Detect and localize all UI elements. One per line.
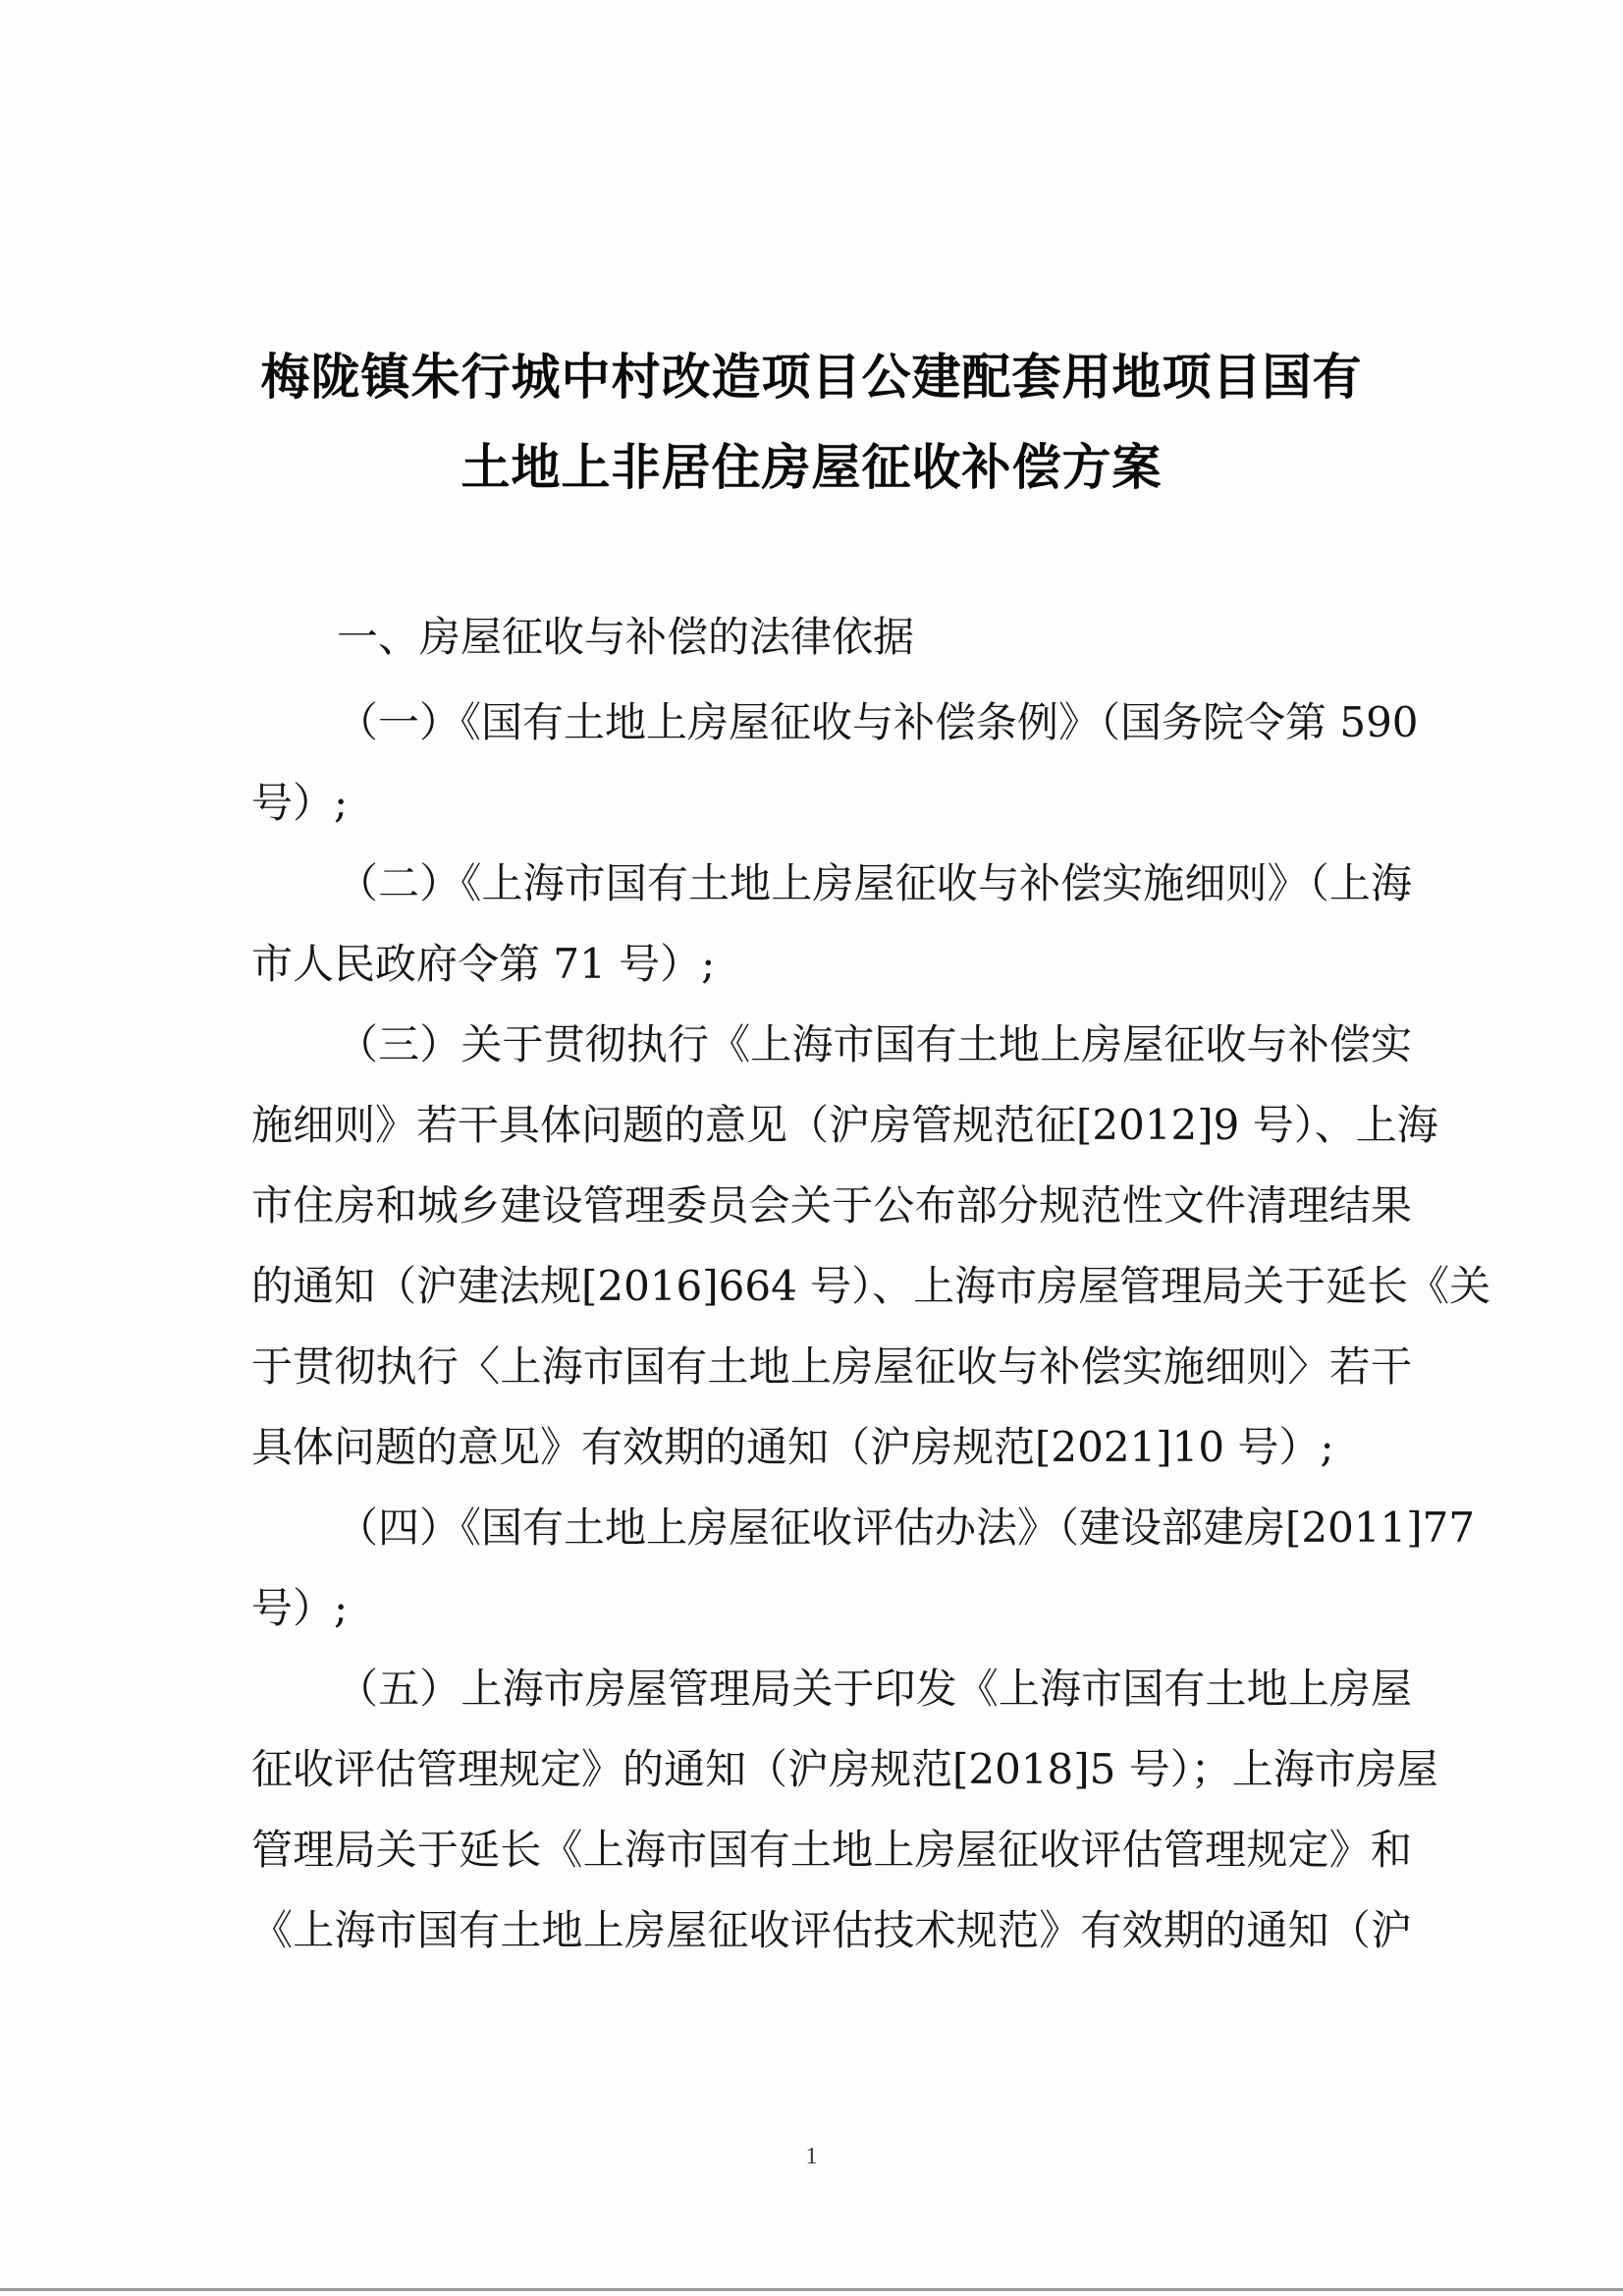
body-line: 施细则》若干具体问题的意见（沪房管规范征[2012]9 号）、上海 (251, 1101, 1438, 1149)
body-line: 市住房和城乡建设管理委员会关于公布部分规范性文件清理结果 (251, 1181, 1412, 1230)
body-line: 管理局关于延长《上海市国有土地上房屋征收评估管理规定》和 (251, 1826, 1412, 1874)
body-line: （四）《国有土地上房屋征收评估办法》（建设部建房[2011]77 (337, 1503, 1476, 1552)
body-line: 于贯彻执行〈上海市国有土地上房屋征收与补偿实施细则〉若干 (251, 1342, 1412, 1391)
body-line: 征收评估管理规定》的通知（沪房规范[2018]5 号）；上海市房屋 (251, 1745, 1438, 1793)
body-line: （二）《上海市国有土地上房屋征收与补偿实施细则》（上海 (337, 859, 1412, 907)
body-line: （三）关于贯彻执行《上海市国有土地上房屋征收与补偿实 (337, 1020, 1412, 1068)
body-line: （五）上海市房屋管理局关于印发《上海市国有土地上房屋 (337, 1665, 1412, 1713)
body-line: 市人民政府令第 71 号）; (251, 940, 716, 988)
body-line: 号）; (251, 1584, 349, 1632)
body-line: 具体问题的意见》有效期的通知（沪房规范[2021]10 号）; (251, 1423, 1334, 1471)
document-title-line-2: 土地上非居住房屋征收补偿方案 (460, 439, 1163, 496)
scan-bottom-edge (0, 2288, 1623, 2291)
page-number: 1 (805, 2144, 818, 2169)
body-line: 号）; (251, 779, 349, 827)
body-line: （一）《国有土地上房屋征收与补偿条例》（国务院令第 590 (337, 698, 1419, 746)
body-line: 《上海市国有土地上房屋征收评估技术规范》有效期的通知（沪 (251, 1906, 1412, 1954)
section-heading: 一、房屋征收与补偿的法律依据 (337, 613, 915, 661)
document-title-line-1: 梅陇镇朱行城中村改造项目公建配套用地项目国有 (260, 349, 1363, 406)
body-line: 的通知（沪建法规[2016]664 号）、上海市房屋管理局关于延长《关 (251, 1262, 1491, 1310)
